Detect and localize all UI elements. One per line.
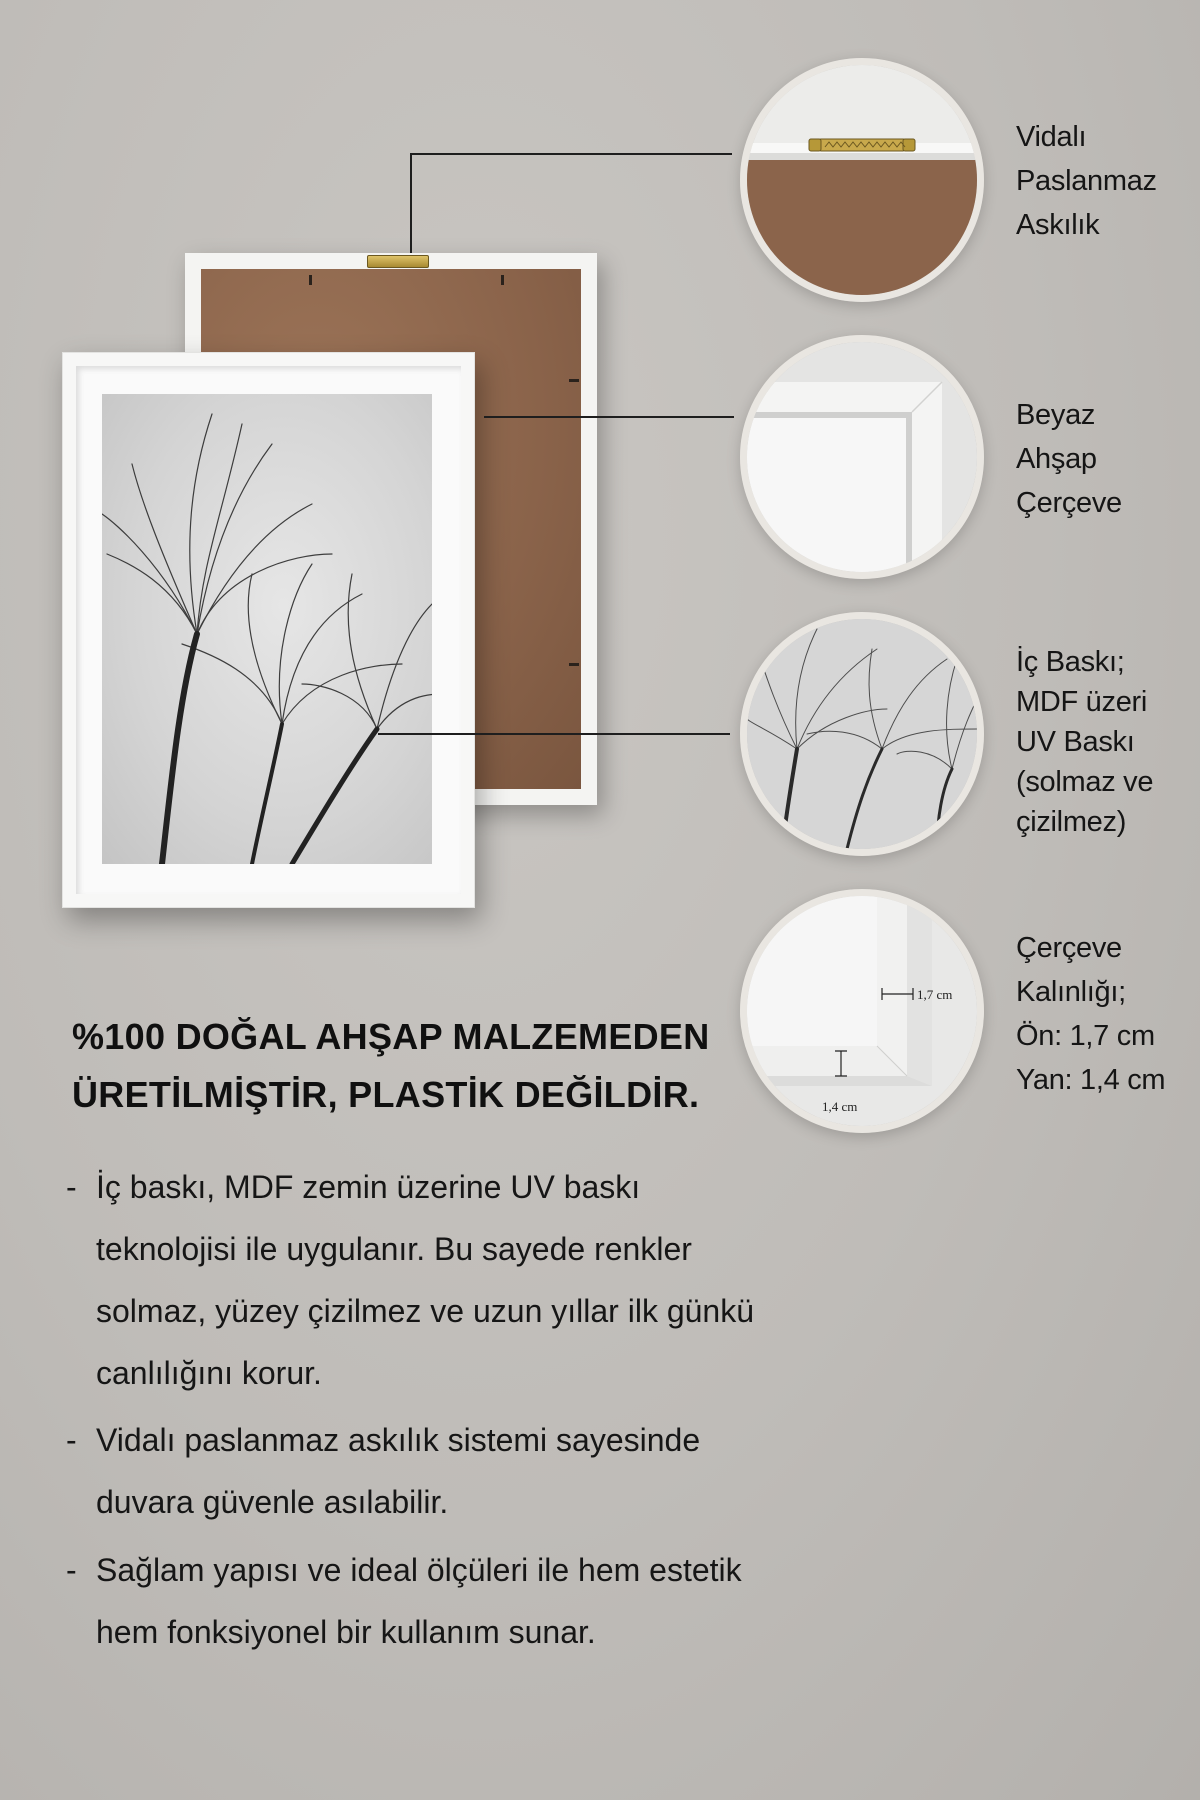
side-thickness-label: 1,4 cm [822,1099,858,1114]
connector-line-frame [484,416,734,418]
thickness-detail-illustration [747,896,977,1126]
headline: %100 DOĞAL AHŞAP MALZEMEDEN ÜRETİLMİŞTİR, PLASTİK DEĞİLDİR. [72,1016,710,1115]
front-thickness-label: 1,7 cm [917,987,953,1002]
thickness-detail-circle [740,889,984,1133]
frame-corner-illustration [747,342,977,572]
callout-print-label: İç Baskı; MDF üzeri UV Baskı (solmaz ve çizilmez) [1016,646,1154,838]
hanger-detail-circle [740,58,984,302]
callout-frame-label: Beyaz Ahşap Çerçeve [1016,399,1122,519]
callout-thickness-label: Çerçeve Kalınlığı; Ön: 1,7 cm Yan: 1,4 cm [1016,932,1166,1096]
bullet-item [66,1539,786,1663]
print-detail-illustration [747,619,977,849]
connector-line-hanger-vertical [410,153,412,253]
retaining-tab [569,379,579,382]
callout-hanger-label: Vidalı Paslanmaz Askılık [1016,121,1157,241]
connector-line-hanger [410,153,732,155]
retaining-tab [569,663,579,666]
bullet-marker: - [66,1422,77,1458]
dandelion-print [102,394,432,864]
hanger-detail-illustration [747,65,977,295]
bullet-text: Vidalı paslanmaz askılık sistemi sayesinde duvara güvenle asılabilir. [96,1422,701,1520]
front-frame [62,352,475,908]
bullet-marker: - [66,1552,77,1588]
print-detail-circle [740,612,984,856]
retaining-tab [501,275,504,285]
dandelion-illustration [102,394,432,864]
bullet-item [66,1156,786,1404]
bullet-text: Sağlam yapısı ve ideal ölçüleri ile hem estetik hem fonksiyonel bir kullanım sunar. [96,1552,742,1650]
connector-line-print [378,733,730,735]
hanger-icon [367,255,429,268]
retaining-tab [309,275,312,285]
frame-corner-circle [740,335,984,579]
bullet-marker: - [66,1169,77,1205]
bullet-item [66,1409,786,1533]
bullet-text: İç baskı, MDF zemin üzerine UV baskı teknolojisi ile uygulanır. Bu sayede renkler solmaz, yüzey çizilmez ve uzun yıllar ilk günkü canlılığını korur. [96,1169,755,1391]
